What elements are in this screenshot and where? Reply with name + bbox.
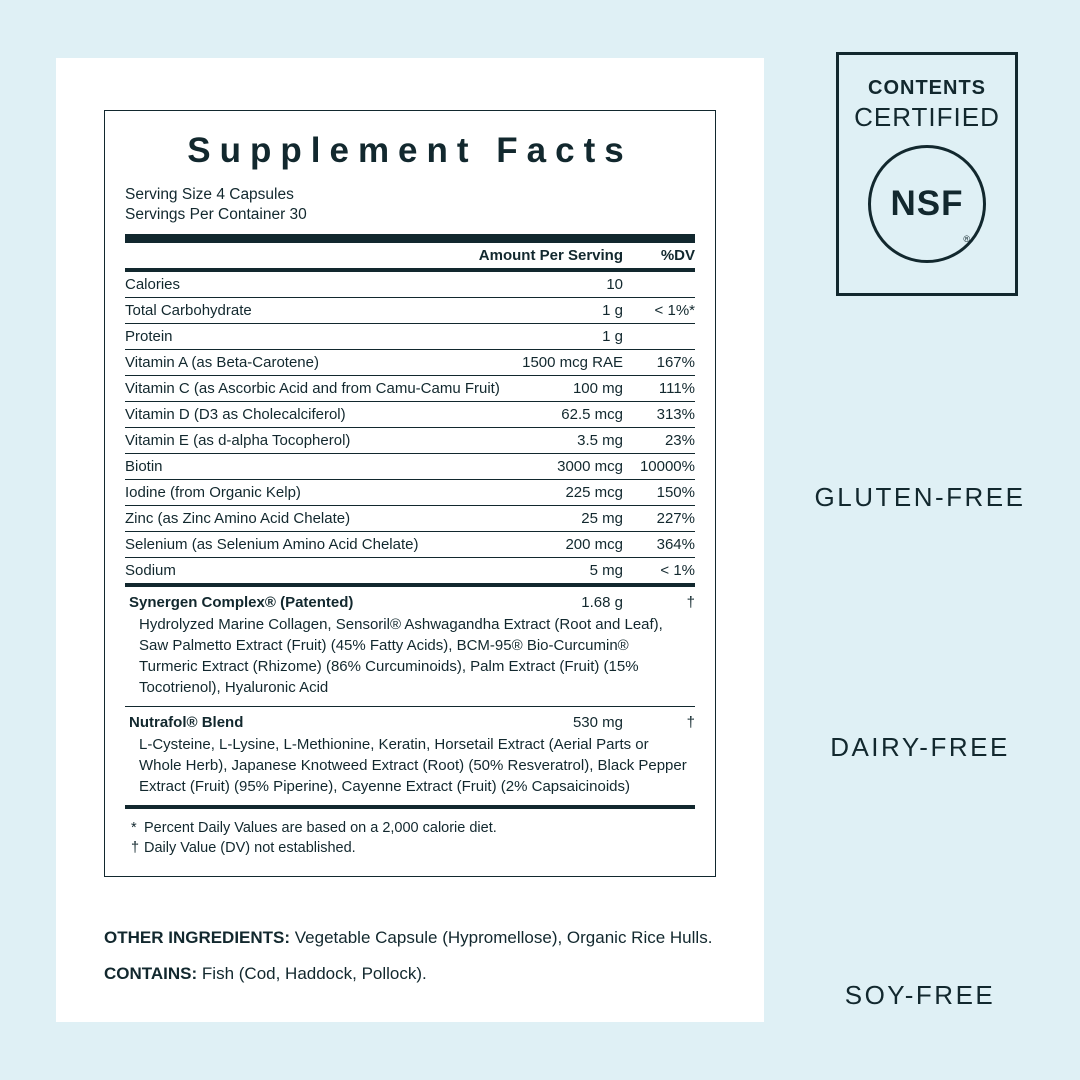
nutrient-name: Vitamin C (as Ascorbic Acid and from Camu-Camu Fruit) bbox=[125, 376, 517, 402]
blend-name: Synergen Complex® (Patented) bbox=[129, 594, 354, 611]
nsf-registered-mark: ® bbox=[963, 234, 970, 244]
nutrient-name: Zinc (as Zinc Amino Acid Chelate) bbox=[125, 506, 517, 532]
nutrient-amount: 25 mg bbox=[517, 506, 623, 532]
nutrient-name: Selenium (as Selenium Amino Acid Chelate) bbox=[125, 532, 517, 558]
claim-gluten-free: GLUTEN-FREE bbox=[814, 482, 1026, 512]
nutrition-table bbox=[125, 243, 695, 268]
nutrient-dv: 10000% bbox=[623, 454, 695, 480]
rule-thick-top bbox=[125, 234, 695, 243]
other-ingredients bbox=[104, 926, 716, 950]
table-row bbox=[125, 324, 695, 350]
nutrient-dv: 150% bbox=[623, 480, 695, 506]
nutrient-name: Protein bbox=[125, 324, 517, 350]
nutrient-amount: 1 g bbox=[517, 298, 623, 324]
footnote-row bbox=[131, 818, 695, 838]
nutrient-dv: 167% bbox=[623, 350, 695, 376]
header-dv: %DV bbox=[660, 247, 695, 264]
nutrient-dv: 23% bbox=[623, 428, 695, 454]
table-row bbox=[125, 376, 695, 402]
nutrient-amount: 5 mg bbox=[589, 562, 623, 579]
nutrient-amount: 225 mcg bbox=[517, 480, 623, 506]
blend-synergen-complex bbox=[125, 587, 695, 706]
nutrient-name: Biotin bbox=[125, 454, 517, 480]
table-row bbox=[125, 480, 695, 506]
claim-dairy-free: DAIRY-FREE bbox=[830, 732, 1010, 762]
nutrient-amount: 1 g bbox=[517, 324, 623, 350]
blend-dv: † bbox=[686, 714, 695, 731]
nutrient-dv bbox=[623, 272, 695, 298]
nutrient-amount: 3000 mcg bbox=[517, 454, 623, 480]
contains-statement bbox=[104, 962, 716, 986]
nsf-mark-text: NSF bbox=[890, 184, 964, 223]
table-row bbox=[125, 402, 695, 428]
blend-amount: 1.68 g bbox=[581, 594, 623, 611]
nutrient-name: Iodine (from Organic Kelp) bbox=[125, 480, 517, 506]
table-row bbox=[125, 350, 695, 376]
footnotes bbox=[125, 809, 695, 860]
nutrient-dv: < 1%* bbox=[623, 298, 695, 324]
footnote-text: Daily Value (DV) not established. bbox=[144, 840, 356, 856]
nutrient-dv: 111% bbox=[623, 376, 695, 402]
other-ingredients-text: Vegetable Capsule (Hypromellose), Organic Rice Hulls. bbox=[290, 928, 713, 947]
nutrient-name: Sodium bbox=[125, 562, 176, 579]
nutrient-dv: < 1% bbox=[660, 562, 695, 579]
table-row bbox=[125, 428, 695, 454]
nutrient-dv bbox=[623, 324, 695, 350]
other-ingredients-block bbox=[104, 926, 716, 998]
nutrient-amount: 10 bbox=[517, 272, 623, 298]
nsf-contents-label: CONTENTS bbox=[868, 77, 986, 99]
table-row bbox=[125, 558, 695, 584]
serving-size: Serving Size 4 Capsules bbox=[125, 186, 294, 203]
blend-amount: 530 mg bbox=[572, 714, 623, 731]
blend-header bbox=[125, 594, 695, 611]
nutrient-rows bbox=[125, 272, 695, 583]
claim-soy-free: SOY-FREE bbox=[844, 980, 996, 1010]
blend-nutrafol bbox=[125, 707, 695, 805]
blend-ingredients: Hydrolyzed Marine Collagen, Sensoril® Ashwagandha Extract (Root and Leaf), Saw Palmetto Extract (Fruit) (45% Fatty Acids), BCM-95® Bio-Curcumin® Turmeric Extract (Rhizome) (86% Curcuminoids), Palm Extract (Fruit) (15% Tocotrienol), Hyaluronic Acid bbox=[139, 616, 663, 696]
nutrient-amount: 100 mg bbox=[517, 376, 623, 402]
footnote-text: Percent Daily Values are based on a 2,000 calorie diet. bbox=[144, 820, 497, 836]
nutrient-amount: 3.5 mg bbox=[517, 428, 623, 454]
nutrient-dv: 313% bbox=[623, 402, 695, 428]
blend-name: Nutrafol® Blend bbox=[129, 714, 244, 731]
table-row bbox=[125, 272, 695, 298]
nutrient-name: Vitamin A (as Beta-Carotene) bbox=[125, 350, 517, 376]
contains-text: Fish (Cod, Haddock, Pollock). bbox=[197, 964, 427, 983]
supplement-facts-box bbox=[104, 110, 716, 877]
nutrient-name: Calories bbox=[125, 272, 517, 298]
nutrient-dv: 364% bbox=[623, 532, 695, 558]
nutrient-name: Vitamin E (as d-alpha Tocopherol) bbox=[125, 428, 517, 454]
other-ingredients-label: OTHER INGREDIENTS: bbox=[104, 928, 291, 947]
blend-dv: † bbox=[686, 594, 695, 611]
nutrient-dv: 227% bbox=[623, 506, 695, 532]
footnote-symbol: † bbox=[131, 840, 140, 856]
servings-per-container: Servings Per Container 30 bbox=[125, 206, 307, 223]
table-row bbox=[125, 454, 695, 480]
nsf-seal-icon bbox=[868, 145, 986, 263]
nsf-certified-label: CERTIFIED bbox=[854, 102, 1000, 132]
nsf-certified-badge bbox=[836, 52, 1018, 296]
header-amount-per-serving: Amount Per Serving bbox=[478, 247, 623, 264]
nutrient-amount: 1500 mcg RAE bbox=[517, 350, 623, 376]
blend-ingredients: L-Cysteine, L-Lysine, L-Methionine, Keratin, Horsetail Extract (Aerial Parts or Whole Herb), Japanese Knotweed Extract (Root) (50% Resveratrol), Black Pepper Extract (Fruit) (95% Piperine), Cayenne Extract (Fruit) (2% Capsaicinoids) bbox=[139, 736, 687, 795]
nutrient-name: Vitamin D (D3 as Cholecalciferol) bbox=[125, 402, 517, 428]
nutrient-name: Total Carbohydrate bbox=[125, 298, 517, 324]
contains-label: CONTAINS: bbox=[104, 964, 198, 983]
table-row bbox=[125, 298, 695, 324]
table-row bbox=[125, 506, 695, 532]
nutrient-amount: 200 mcg bbox=[517, 532, 623, 558]
label-card bbox=[56, 58, 764, 1022]
supplement-facts-title: Supplement Facts bbox=[187, 131, 633, 170]
table-header-row bbox=[125, 243, 695, 268]
blend-header bbox=[125, 714, 695, 731]
table-row bbox=[125, 532, 695, 558]
footnote-symbol: * bbox=[131, 820, 137, 836]
nutrient-amount: 62.5 mcg bbox=[517, 402, 623, 428]
footnote-row bbox=[131, 838, 695, 858]
